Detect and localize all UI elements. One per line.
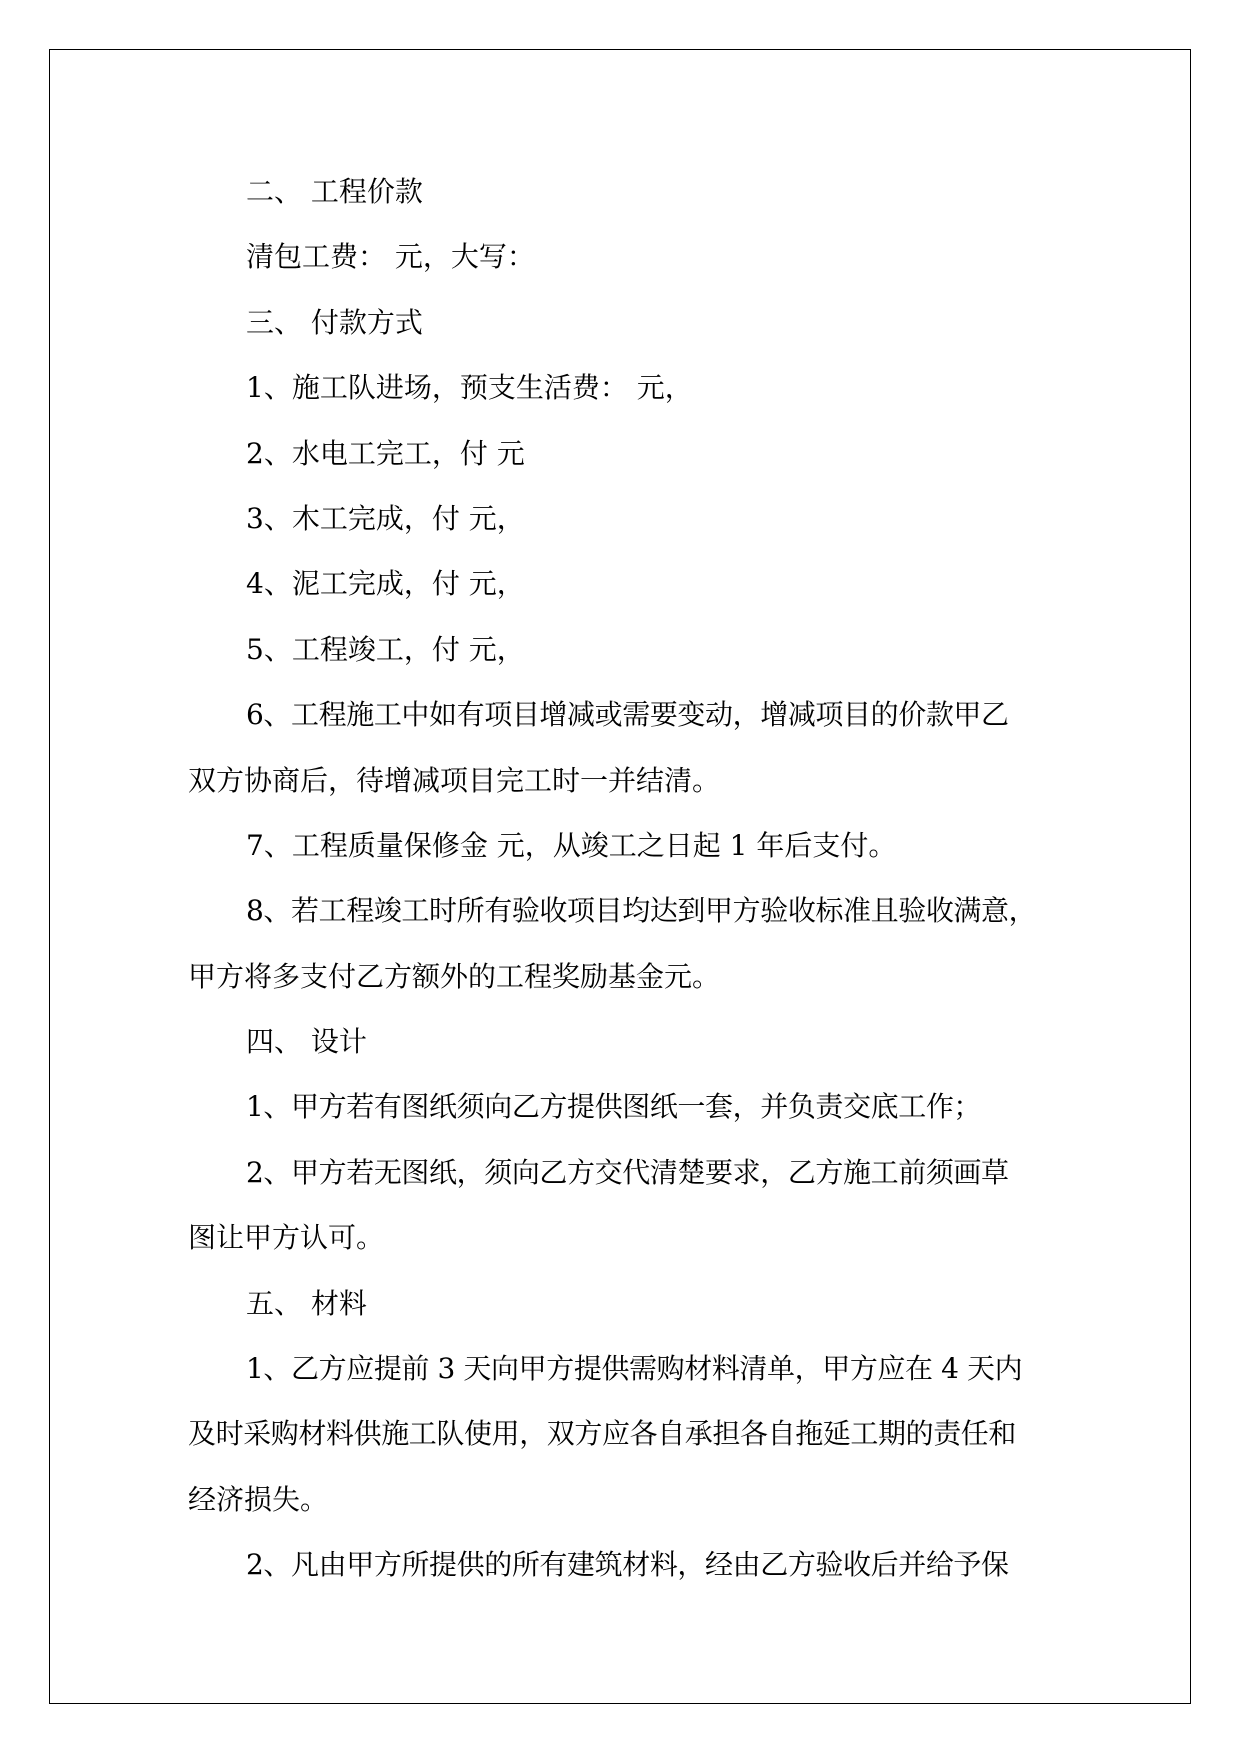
payment-item-4: 4、泥工完成，付 元， <box>246 567 525 601</box>
paragraph-labor-fee: 清包工费： 元，大写： <box>246 240 535 274</box>
design-item-2-line-1: 2、甲方若无图纸，须向乙方交代清楚要求，乙方施工前须画草 <box>246 1155 1009 1189</box>
section-heading-project-price: 二、 工程价款 <box>246 175 423 208</box>
payment-item-7: 7、工程质量保修金 元，从竣工之日起 1 年后支付。 <box>246 828 897 862</box>
payment-item-2: 2、水电工完工，付 元 <box>246 436 525 470</box>
payment-item-5: 5、工程竣工，付 元， <box>246 632 525 666</box>
payment-item-1: 1、施工队进场，预支生活费： 元， <box>246 371 693 405</box>
payment-item-3: 3、木工完成，付 元， <box>246 501 525 535</box>
materials-item-2-line-1: 2、凡由甲方所提供的所有建筑材料，经由乙方验收后并给予保 <box>246 1548 1009 1582</box>
document-body <box>188 159 1068 1598</box>
section-heading-materials: 五、 材料 <box>246 1286 367 1320</box>
section-heading-payment-method: 三、 付款方式 <box>246 305 423 339</box>
section-heading-design: 四、 设计 <box>246 1025 367 1059</box>
materials-item-1-line-3: 经济损失。 <box>188 1482 329 1516</box>
payment-item-6-line-1: 6、工程施工中如有项目增减或需要变动，增减项目的价款甲乙 <box>246 698 1009 732</box>
design-item-1: 1、甲方若有图纸须向乙方提供图纸一套，并负责交底工作； <box>246 1090 982 1124</box>
design-item-2-line-2: 图让甲方认可。 <box>188 1221 385 1255</box>
payment-item-8-line-2: 甲方将多支付乙方额外的工程奖励基金元。 <box>188 959 721 993</box>
payment-item-8-line-1: 8、若工程竣工时所有验收项目均达到甲方验收标准且验收满意， <box>246 894 1037 928</box>
materials-item-1-line-1: 1、乙方应提前 3 天向甲方提供需购材料清单，甲方应在 4 天内 <box>246 1352 1023 1386</box>
payment-item-6-line-2: 双方协商后，待增减项目完工时一并结清。 <box>188 763 721 797</box>
materials-item-1-line-2: 及时采购材料供施工队使用，双方应各自承担各自拖延工期的责任和 <box>188 1417 1017 1451</box>
